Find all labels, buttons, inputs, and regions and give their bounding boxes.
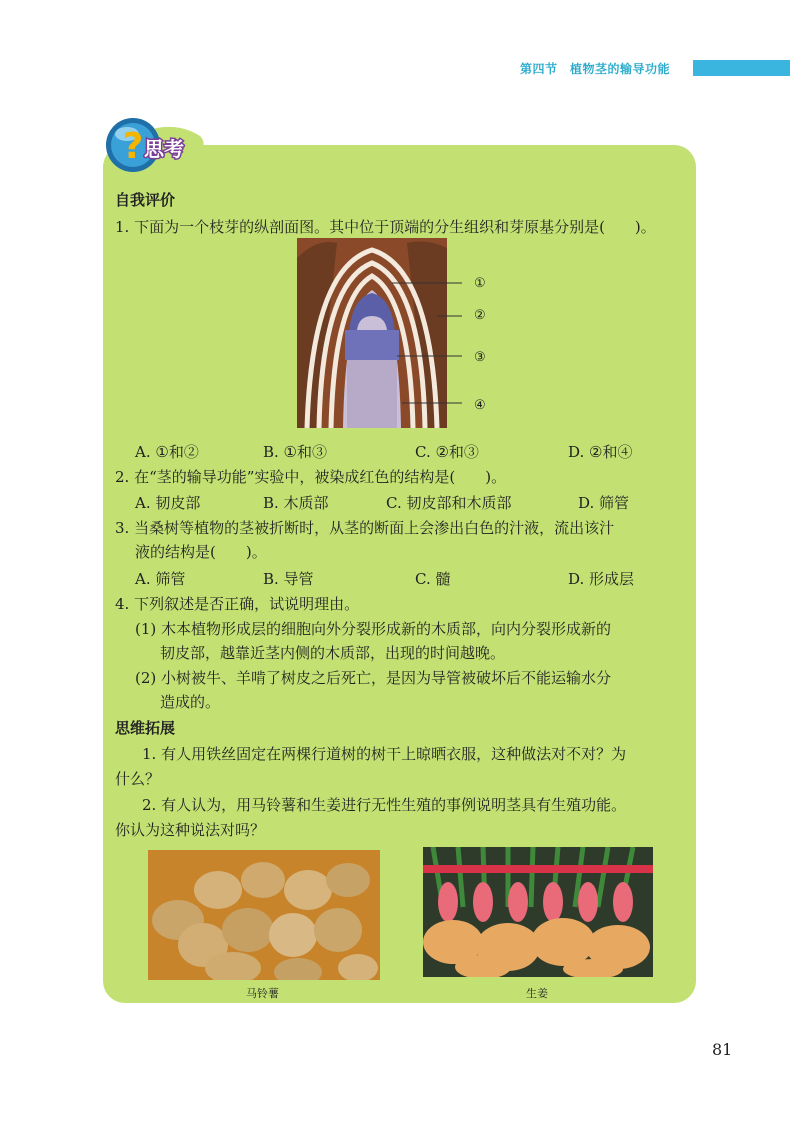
figure-label-2: ② bbox=[474, 308, 486, 323]
question-2: 2. 在“茎的输导功能”实验中，被染成红色的结构是( )。 bbox=[115, 468, 507, 486]
ginger-photo bbox=[423, 847, 653, 977]
q3-option-b: B. 导管 bbox=[263, 570, 314, 588]
extension-p1-line1: 1. 有人用铁丝固定在两棵行道树的树干上晾晒衣服，这种做法对不对？为 bbox=[142, 745, 627, 763]
extension-p2-line1: 2. 有人认为，用马铃薯和生姜进行无性生殖的事例说明茎具有生殖功能。 bbox=[142, 796, 627, 814]
question-mark-icon: ? bbox=[122, 126, 144, 167]
q3-option-c: C. 髓 bbox=[415, 570, 451, 588]
figure-label-1: ① bbox=[474, 276, 486, 291]
q1-option-a: A. ①和② bbox=[135, 443, 199, 461]
figure-label-3: ③ bbox=[474, 350, 486, 365]
bud-section-figure bbox=[297, 238, 462, 428]
q1-option-d: D. ②和④ bbox=[568, 443, 633, 461]
q1-option-b: B. ①和③ bbox=[263, 443, 328, 461]
q2-option-d: D. 筛管 bbox=[578, 494, 630, 512]
question-4: 4. 下列叙述是否正确，试说明理由。 bbox=[115, 595, 360, 613]
badge-label: 思考 bbox=[144, 137, 184, 161]
question-4-item1-line2: 韧皮部，越靠近茎内侧的木质部，出现的时间越晚。 bbox=[160, 644, 506, 662]
q3-option-a: A. 筛管 bbox=[135, 570, 186, 588]
question-4-item2-line2: 造成的。 bbox=[160, 693, 221, 711]
question-4-item1-line1: (1) 木本植物形成层的细胞向外分裂形成新的木质部，向内分裂形成新的 bbox=[135, 620, 612, 638]
extension-p1-line2: 什么？ bbox=[115, 770, 161, 788]
question-4-item2-line1: (2) 小树被牛、羊啃了树皮之后死亡，是因为导管被破坏后不能运输水分 bbox=[135, 669, 612, 687]
figure-label-4: ④ bbox=[474, 398, 486, 413]
question-3-line2: 液的结构是( )。 bbox=[135, 543, 267, 561]
extension-p2-line2: 你认为这种说法对吗？ bbox=[115, 821, 266, 839]
think-badge bbox=[100, 112, 210, 178]
q2-option-c: C. 韧皮部和木质部 bbox=[386, 494, 512, 512]
q3-option-d: D. 形成层 bbox=[568, 570, 635, 588]
potato-caption: 马铃薯 bbox=[246, 987, 279, 1000]
ginger-caption: 生姜 bbox=[526, 987, 548, 1000]
q2-option-b: B. 木质部 bbox=[263, 494, 329, 512]
header-accent-bar bbox=[693, 60, 790, 76]
question-3-line1: 3. 当桑树等植物的茎被折断时，从茎的断面上会渗出白色的汁液，流出该汁 bbox=[115, 519, 615, 537]
section-title: 第四节 植物茎的输导功能 bbox=[520, 62, 671, 76]
question-1: 1. 下面为一个枝芽的纵剖面图。其中位于顶端的分生组织和芽原基分别是( )。 bbox=[115, 218, 656, 236]
q2-option-a: A. 韧皮部 bbox=[135, 494, 201, 512]
potato-photo bbox=[148, 850, 380, 980]
self-eval-heading: 自我评价 bbox=[115, 191, 176, 209]
extension-heading: 思维拓展 bbox=[115, 719, 176, 737]
q1-option-c: C. ②和③ bbox=[415, 443, 479, 461]
page-number: 81 bbox=[712, 1040, 733, 1059]
